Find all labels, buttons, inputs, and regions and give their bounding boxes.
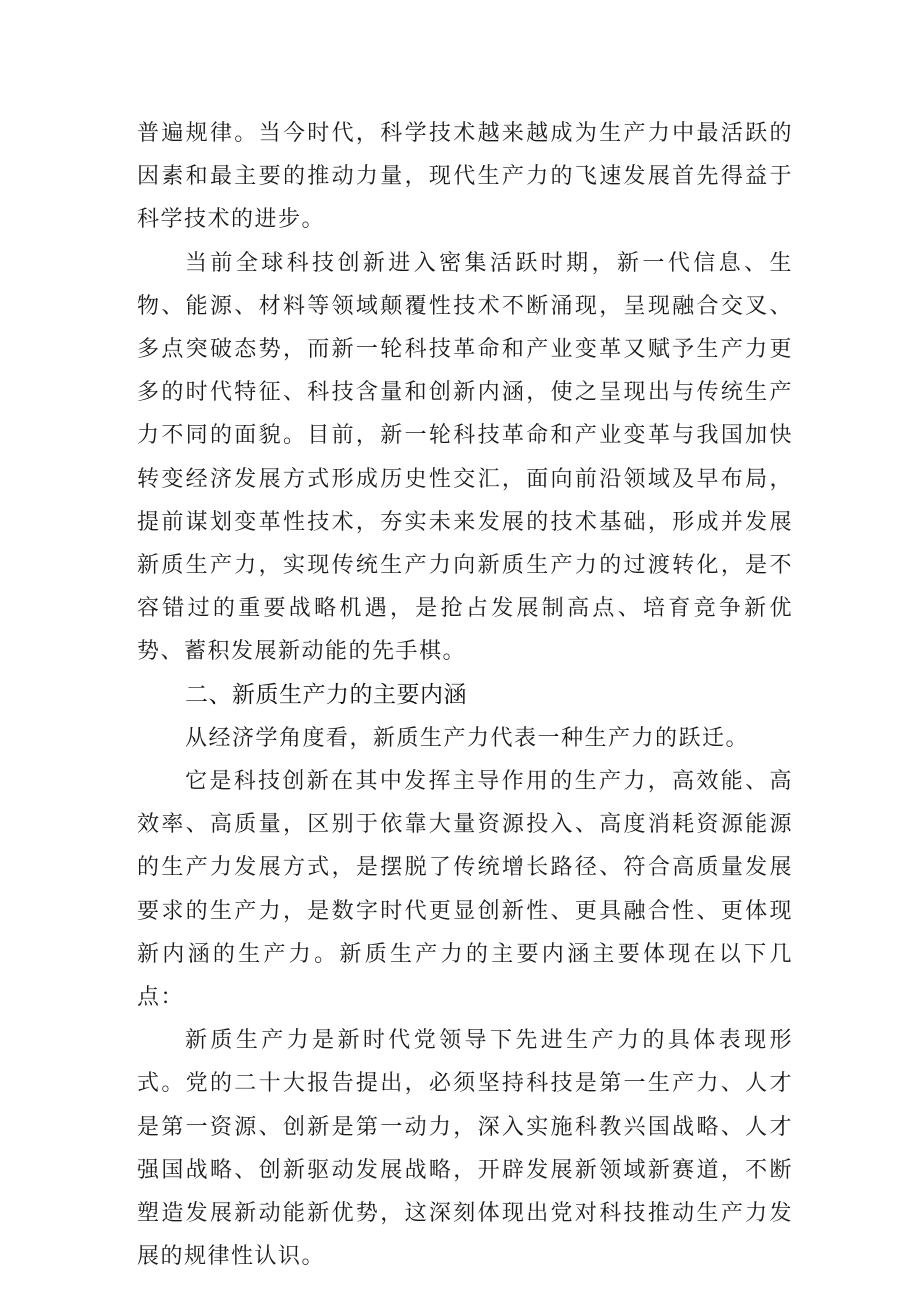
paragraph: 当前全球科技创新进入密集活跃时期，新一代信息、生物、能源、材料等领域颠覆性技术不断涌现，呈现融合交叉、多点突破态势，而新一轮科技革命和产业变革又赋予生产力更多的时代特征、科技含量和创新内涵，使之呈现出与传统生产力不同的面貌。目前，新一轮科技革命和产业变革与我国加快转变经济发展方式形成历史性交汇，面向前沿领域及早布局，提前谋划变革性技术，夯实未来发展的技术基础，形成并发展新质生产力，实现传统生产力向新质生产力的过渡转化，是不容错过的重要战略机遇，是抢占发展制高点、培育竞争新优势、蓄积发展新动能的先手棋。 [137, 250, 793, 665]
paragraph: 新质生产力是新时代党领导下先进生产力的具体表现形式。党的二十大报告提出，必须坚持科技是第一生产力、人才是第一资源、创新是第一动力，深入实施科教兴国战略、人才强国战略、创新驱动发展战略，开辟发展新领域新赛道，不断塑造发展新动能新优势，这深刻体现出党对科技推动生产力发展的规律性认识。 [137, 1028, 793, 1270]
paragraph: 它是科技创新在其中发挥主导作用的生产力，高效能、高效率、高质量，区别于依靠大量资源投入、高度消耗资源能源的生产力发展方式，是摆脱了传统增长路径、符合高质量发展要求的生产力，是数字时代更显创新性、更具融合性、更体现新内涵的生产力。新质生产力的主要内涵主要体现在以下几点： [137, 769, 793, 1011]
document-body [137, 112, 793, 1278]
paragraph: 普遍规律。当今时代，科学技术越来越成为生产力中最活跃的因素和最主要的推动力量，现代生产力的飞速发展首先得益于科学技术的进步。 [137, 121, 793, 233]
section-heading: 二、新质生产力的主要内涵 [185, 681, 467, 708]
paragraph: 从经济学角度看，新质生产力代表一种生产力的跃迁。 [185, 725, 750, 751]
